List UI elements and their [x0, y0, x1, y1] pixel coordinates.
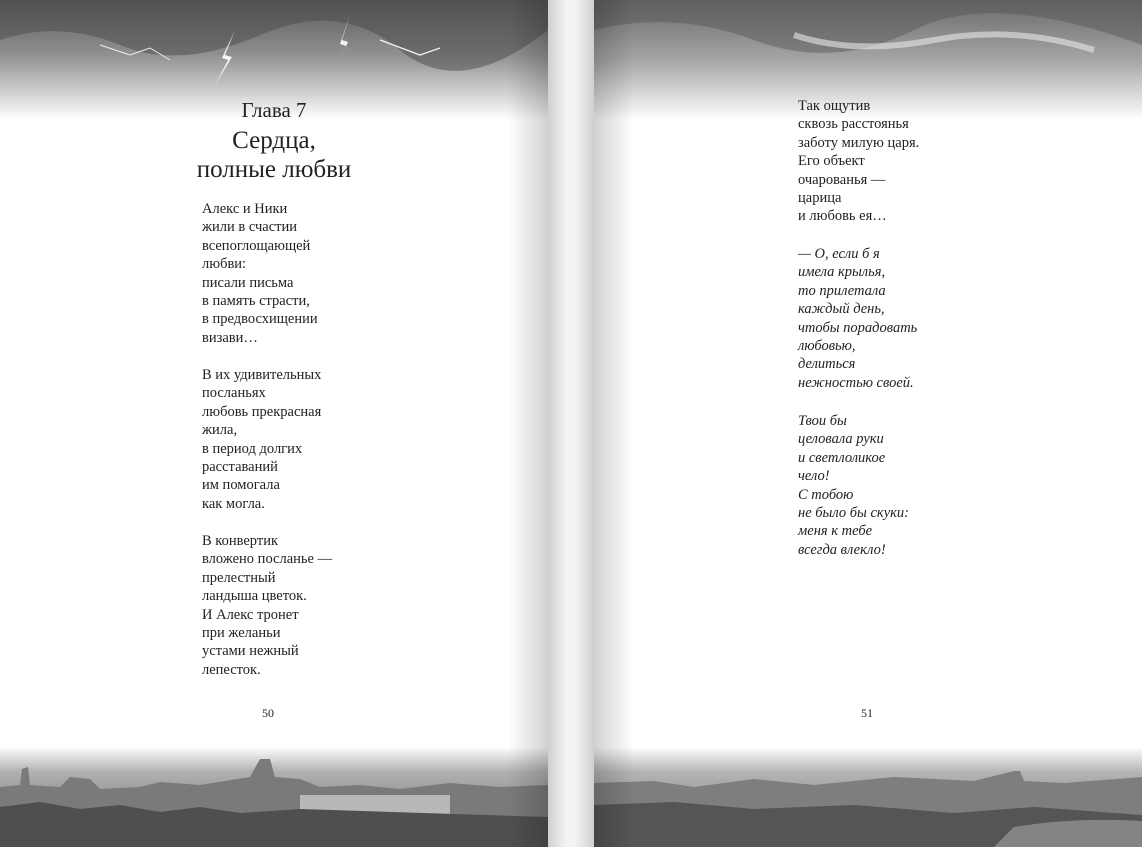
chapter-title-line: Сердца,: [232, 127, 316, 154]
left-page: [0, 0, 548, 847]
verse-stanza: Так ощутив сквозь расстоянья заботу милую царя. Его объект очарованья — царица и любовь ея…: [798, 98, 920, 225]
verse-stanza: Алекс и Ники жили в счастии всепоглощающей любви: писали письма в память страсти, в предвосхищении визави…: [202, 201, 318, 346]
verse-stanza: В конвертик вложено посланье — прелестный ландыша цветок. И Алекс тронет при желаньи устами нежный лепесток.: [202, 533, 333, 678]
city-panorama-illustration: [0, 747, 548, 847]
verse-stanza: — О, если б я имела крылья, то прилетала каждый день, чтобы порадовать любовью, делиться нежностью своей.: [798, 246, 918, 391]
page-number: 50: [262, 706, 274, 720]
right-page: [594, 0, 1142, 847]
book-gutter: [548, 0, 594, 847]
verse-stanza: Твои бы целовала руки и светлоликое чело! С тобою не было бы скуки: меня к тебе всегда влекло!: [798, 413, 909, 558]
page-shadow: [508, 0, 548, 847]
chapter-title: [0, 126, 548, 184]
page-shadow: [594, 0, 634, 847]
chapter-number: Глава 7: [241, 98, 307, 122]
page-number: 51: [861, 706, 873, 720]
chapter-title-line: полные любви: [196, 156, 352, 183]
verse-stanza: В их удивительных посланьях любовь прекрасная жила, в период долгих расставаний им помогала как могла.: [202, 367, 322, 512]
city-panorama-illustration: [594, 747, 1142, 847]
